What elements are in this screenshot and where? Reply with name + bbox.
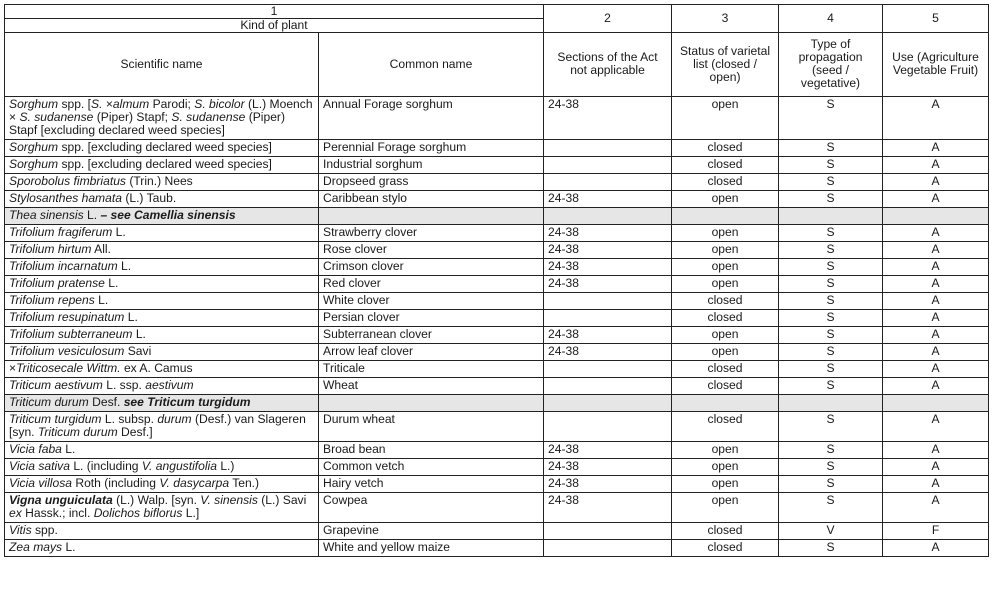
sections-cell: [544, 208, 672, 225]
scientific-name-fragment: Sorghum: [9, 140, 59, 154]
sections-cell: 24-38: [544, 97, 672, 140]
scientific-name-fragment: L. ssp.: [102, 378, 146, 392]
sections-cell: 24-38: [544, 191, 672, 208]
scientific-name-fragment: (L.) Taub.: [121, 191, 177, 205]
scientific-name-fragment: Zea mays: [9, 540, 63, 554]
sections-cell: 24-38: [544, 242, 672, 259]
common-name-cell: Grapevine: [319, 523, 544, 540]
status-cell: [672, 208, 779, 225]
scientific-name-cell: [5, 395, 319, 412]
scientific-name-fragment: Savi: [124, 344, 152, 358]
use-cell: A: [883, 459, 989, 476]
use-cell: A: [883, 310, 989, 327]
common-name-cell: Caribbean stylo: [319, 191, 544, 208]
sections-cell: [544, 412, 672, 442]
cross-reference-row: [5, 395, 989, 412]
scientific-name-fragment: (Desf.) van Slageren [syn.: [9, 412, 306, 439]
status-cell: closed: [672, 361, 779, 378]
propagation-cell: S: [779, 276, 883, 293]
sections-cell: 24-38: [544, 476, 672, 493]
status-cell: [672, 395, 779, 412]
use-cell: A: [883, 140, 989, 157]
propagation-cell: S: [779, 378, 883, 395]
table-row: [5, 344, 989, 361]
status-cell: closed: [672, 540, 779, 557]
status-cell: closed: [672, 157, 779, 174]
use-cell: A: [883, 242, 989, 259]
propagation-cell: S: [779, 459, 883, 476]
scientific-name-cell: [5, 442, 319, 459]
scientific-name-fragment: (L.) Walp. [syn.: [112, 493, 201, 507]
propagation-cell: V: [779, 523, 883, 540]
propagation-cell: S: [779, 327, 883, 344]
scientific-name-fragment: Trifolium incarnatum: [9, 259, 118, 273]
common-name-cell: [319, 395, 544, 412]
scientific-name-fragment: Vitis: [9, 523, 32, 537]
scientific-name-cell: [5, 259, 319, 276]
scientific-name-fragment: (L.) Savi: [257, 493, 307, 507]
propagation-cell: S: [779, 412, 883, 442]
common-name-cell: Rose clover: [319, 242, 544, 259]
status-cell: open: [672, 225, 779, 242]
scientific-name-fragment: Trifolium repens: [9, 293, 95, 307]
sections-cell: 24-38: [544, 276, 672, 293]
sections-cell: 24-38: [544, 459, 672, 476]
common-name-cell: Common vetch: [319, 459, 544, 476]
common-name-cell: Hairy vetch: [319, 476, 544, 493]
scientific-name-fragment: Sporobolus fimbriatus: [9, 174, 126, 188]
status-cell: open: [672, 259, 779, 276]
table-row: [5, 191, 989, 208]
common-name-cell: Arrow leaf clover: [319, 344, 544, 361]
scientific-name-fragment: L.: [104, 276, 119, 290]
propagation-cell: S: [779, 344, 883, 361]
scientific-name-fragment: L.: [124, 310, 138, 324]
status-cell: closed: [672, 174, 779, 191]
scientific-name-cell: [5, 523, 319, 540]
scientific-name-cell: [5, 412, 319, 442]
use-cell: A: [883, 344, 989, 361]
scientific-name-cell: [5, 540, 319, 557]
scientific-name-fragment: S. sudanense: [171, 110, 246, 124]
sections-cell: 24-38: [544, 493, 672, 523]
status-cell: open: [672, 276, 779, 293]
scientific-name-fragment: Trifolium subterraneum: [9, 327, 133, 341]
scientific-name-fragment: L.: [112, 225, 126, 239]
scientific-name-cell: [5, 140, 319, 157]
propagation-cell: S: [779, 293, 883, 310]
scientific-name-fragment: Vicia villosa: [9, 476, 72, 490]
common-name-cell: Triticale: [319, 361, 544, 378]
sections-cell: [544, 361, 672, 378]
common-name-cell: Perennial Forage sorghum: [319, 140, 544, 157]
scientific-name-fragment: ex: [9, 506, 22, 520]
use-cell: A: [883, 327, 989, 344]
scientific-name-fragment: Trifolium hirtum: [9, 242, 92, 256]
scientific-name-fragment: spp. [: [58, 97, 92, 111]
common-name-cell: Strawberry clover: [319, 225, 544, 242]
common-name-cell: [319, 208, 544, 225]
scientific-name-fragment: L.]: [182, 506, 200, 520]
table-row: [5, 140, 989, 157]
table-row: [5, 459, 989, 476]
status-cell: open: [672, 191, 779, 208]
status-cell: closed: [672, 378, 779, 395]
status-cell: open: [672, 327, 779, 344]
scientific-name-cell: [5, 157, 319, 174]
use-cell: [883, 208, 989, 225]
sections-cell: [544, 140, 672, 157]
common-name-cell: White clover: [319, 293, 544, 310]
scientific-name-fragment: (L.) Moench ×: [9, 97, 313, 124]
common-name-cell: Crimson clover: [319, 259, 544, 276]
col1-number: 1: [5, 5, 544, 19]
propagation-cell: S: [779, 259, 883, 276]
scientific-name-fragment: (Piper) Stapf;: [93, 110, 172, 124]
scientific-name-cell: [5, 293, 319, 310]
sections-cell: [544, 523, 672, 540]
scientific-name-fragment: Triticum turgidum: [9, 412, 102, 426]
propagation-cell: S: [779, 225, 883, 242]
status-cell: closed: [672, 293, 779, 310]
scientific-name-fragment: S. sudanense: [19, 110, 94, 124]
use-cell: A: [883, 493, 989, 523]
use-cell: F: [883, 523, 989, 540]
use-cell: A: [883, 97, 989, 140]
sections-cell: [544, 395, 672, 412]
use-cell: A: [883, 225, 989, 242]
scientific-name-fragment: Sorghum: [9, 157, 59, 171]
scientific-name-cell: [5, 242, 319, 259]
scientific-name-fragment: Triticum durum: [9, 395, 89, 409]
use-header: Use (Agriculture Vegetable Fruit): [883, 33, 989, 97]
sections-cell: 24-38: [544, 344, 672, 361]
use-cell: A: [883, 157, 989, 174]
use-cell: A: [883, 174, 989, 191]
scientific-name-fragment: S.: [91, 97, 106, 111]
scientific-name-fragment: Vicia sativa: [9, 459, 70, 473]
scientific-name-fragment: V. sinensis: [200, 493, 258, 507]
propagation-cell: S: [779, 493, 883, 523]
propagation-cell: S: [779, 540, 883, 557]
table-row: [5, 293, 989, 310]
scientific-name-fragment: see Triticum turgidum: [123, 395, 251, 409]
sections-cell: [544, 378, 672, 395]
table-row: [5, 493, 989, 523]
use-cell: A: [883, 361, 989, 378]
table-row: [5, 361, 989, 378]
common-name-cell: Broad bean: [319, 442, 544, 459]
scientific-name-fragment: Desf.: [88, 395, 124, 409]
use-cell: A: [883, 442, 989, 459]
propagation-cell: S: [779, 442, 883, 459]
table-row: [5, 476, 989, 493]
sections-cell: [544, 310, 672, 327]
scientific-name-fragment: ×: [9, 361, 17, 375]
sections-header: Sections of the Act not applicable: [544, 33, 672, 97]
scientific-name-fragment: Vicia faba: [9, 442, 62, 456]
scientific-name-fragment: Triticosecale Wittm.: [16, 361, 121, 375]
use-cell: A: [883, 259, 989, 276]
scientific-name-cell: [5, 208, 319, 225]
scientific-name-fragment: L.: [94, 293, 109, 307]
use-cell: [883, 395, 989, 412]
scientific-name-cell: [5, 310, 319, 327]
common-name-cell: Wheat: [319, 378, 544, 395]
propagation-cell: S: [779, 310, 883, 327]
propagation-cell: S: [779, 361, 883, 378]
table-row: [5, 442, 989, 459]
common-name-header: Common name: [319, 33, 544, 97]
propagation-header: Type of propagation (seed / vegetative): [779, 33, 883, 97]
scientific-name-fragment: Dolichos biflorus: [93, 506, 183, 520]
col4-number: 4: [779, 5, 883, 33]
scientific-name-header: Scientific name: [5, 33, 319, 97]
table-row: [5, 310, 989, 327]
table-row: [5, 259, 989, 276]
table-row: [5, 523, 989, 540]
scientific-name-fragment: Desf.]: [117, 425, 153, 439]
status-cell: open: [672, 476, 779, 493]
scientific-name-cell: [5, 476, 319, 493]
sections-cell: [544, 157, 672, 174]
propagation-cell: [779, 208, 883, 225]
propagation-cell: S: [779, 174, 883, 191]
common-name-cell: Dropseed grass: [319, 174, 544, 191]
status-cell: closed: [672, 310, 779, 327]
status-cell: open: [672, 459, 779, 476]
scientific-name-fragment: Parodi;: [149, 97, 195, 111]
use-cell: A: [883, 191, 989, 208]
scientific-name-fragment: S. bicolor: [194, 97, 245, 111]
propagation-cell: S: [779, 97, 883, 140]
scientific-name-fragment: ex A. Camus: [120, 361, 193, 375]
table-row: [5, 327, 989, 344]
scientific-name-fragment: Hassk.; incl.: [21, 506, 94, 520]
use-cell: A: [883, 276, 989, 293]
table-row: [5, 174, 989, 191]
scientific-name-fragment: Trifolium pratense: [9, 276, 105, 290]
scientific-name-cell: [5, 225, 319, 242]
propagation-cell: [779, 395, 883, 412]
common-name-cell: Red clover: [319, 276, 544, 293]
scientific-name-cell: [5, 327, 319, 344]
scientific-name-fragment: aestivum: [145, 378, 194, 392]
scientific-name-fragment: Roth (including: [71, 476, 160, 490]
scientific-name-fragment: Trifolium resupinatum: [9, 310, 125, 324]
status-cell: open: [672, 242, 779, 259]
scientific-name-cell: [5, 174, 319, 191]
common-name-cell: Industrial sorghum: [319, 157, 544, 174]
scientific-name-fragment: Vigna unguiculata: [9, 493, 113, 507]
sections-cell: 24-38: [544, 259, 672, 276]
scientific-name-fragment: (Trin.) Nees: [125, 174, 193, 188]
status-cell: closed: [672, 140, 779, 157]
scientific-name-fragment: All.: [91, 242, 111, 256]
plant-variety-table: [4, 4, 989, 557]
scientific-name-fragment: L. subsp.: [101, 412, 158, 426]
propagation-cell: S: [779, 157, 883, 174]
scientific-name-cell: [5, 191, 319, 208]
use-cell: A: [883, 476, 989, 493]
table-row: [5, 157, 989, 174]
scientific-name-fragment: L.: [83, 208, 101, 222]
scientific-name-fragment: Triticum aestivum: [9, 378, 103, 392]
scientific-name-fragment: V. dasycarpa: [159, 476, 230, 490]
propagation-cell: S: [779, 476, 883, 493]
col2-number: 2: [544, 5, 672, 33]
scientific-name-fragment: V. angustifolia: [141, 459, 217, 473]
sections-cell: [544, 174, 672, 191]
scientific-name-fragment: L. (including: [69, 459, 142, 473]
status-cell: open: [672, 493, 779, 523]
scientific-name-fragment: L.: [61, 442, 76, 456]
scientific-name-cell: [5, 493, 319, 523]
cross-reference-row: [5, 208, 989, 225]
sections-cell: [544, 293, 672, 310]
scientific-name-fragment: L.): [216, 459, 235, 473]
table-row: [5, 276, 989, 293]
table-row: [5, 97, 989, 140]
kind-of-plant-header: Kind of plant: [5, 19, 544, 33]
common-name-cell: Annual Forage sorghum: [319, 97, 544, 140]
scientific-name-fragment: L.: [132, 327, 146, 341]
propagation-cell: S: [779, 242, 883, 259]
common-name-cell: Persian clover: [319, 310, 544, 327]
scientific-name-fragment: Sorghum: [9, 97, 59, 111]
status-cell: open: [672, 97, 779, 140]
use-cell: A: [883, 540, 989, 557]
status-header: Status of varietal list (closed / open): [672, 33, 779, 97]
propagation-cell: S: [779, 140, 883, 157]
common-name-cell: Subterranean clover: [319, 327, 544, 344]
scientific-name-fragment: durum: [157, 412, 192, 426]
use-cell: A: [883, 378, 989, 395]
sections-cell: 24-38: [544, 327, 672, 344]
common-name-cell: Cowpea: [319, 493, 544, 523]
scientific-name-fragment: spp.: [31, 523, 58, 537]
scientific-name-fragment: Trifolium fragiferum: [9, 225, 113, 239]
scientific-name-cell: [5, 361, 319, 378]
table-row: [5, 412, 989, 442]
scientific-name-fragment: (Piper) Stapf [excluding declared weed species]: [9, 110, 285, 137]
sections-cell: 24-38: [544, 442, 672, 459]
table-row: [5, 225, 989, 242]
scientific-name-fragment: Triticum durum: [37, 425, 118, 439]
scientific-name-fragment: L.: [117, 259, 132, 273]
sections-cell: 24-38: [544, 225, 672, 242]
table-row: [5, 540, 989, 557]
common-name-cell: Durum wheat: [319, 412, 544, 442]
scientific-name-fragment: Thea sinensis: [9, 208, 84, 222]
scientific-name-cell: [5, 459, 319, 476]
col3-number: 3: [672, 5, 779, 33]
use-cell: A: [883, 293, 989, 310]
scientific-name-fragment: spp. [excluding declared weed species]: [58, 140, 272, 154]
table-row: [5, 378, 989, 395]
scientific-name-fragment: almum: [112, 97, 150, 111]
scientific-name-fragment: ×: [105, 97, 113, 111]
scientific-name-cell: [5, 378, 319, 395]
status-cell: open: [672, 344, 779, 361]
scientific-name-fragment: spp. [excluding declared weed species]: [58, 157, 272, 171]
table-row: [5, 242, 989, 259]
status-cell: closed: [672, 412, 779, 442]
scientific-name-fragment: Trifolium vesiculosum: [9, 344, 125, 358]
table-body: [5, 97, 989, 557]
use-cell: A: [883, 412, 989, 442]
scientific-name-fragment: Stylosanthes hamata: [9, 191, 122, 205]
scientific-name-fragment: Ten.): [229, 476, 260, 490]
propagation-cell: S: [779, 191, 883, 208]
col5-number: 5: [883, 5, 989, 33]
scientific-name-cell: [5, 97, 319, 140]
scientific-name-fragment: L.: [62, 540, 76, 554]
scientific-name-fragment: – see Camellia sinensis: [100, 208, 236, 222]
scientific-name-cell: [5, 344, 319, 361]
common-name-cell: White and yellow maize: [319, 540, 544, 557]
status-cell: open: [672, 442, 779, 459]
scientific-name-cell: [5, 276, 319, 293]
sections-cell: [544, 540, 672, 557]
status-cell: closed: [672, 523, 779, 540]
